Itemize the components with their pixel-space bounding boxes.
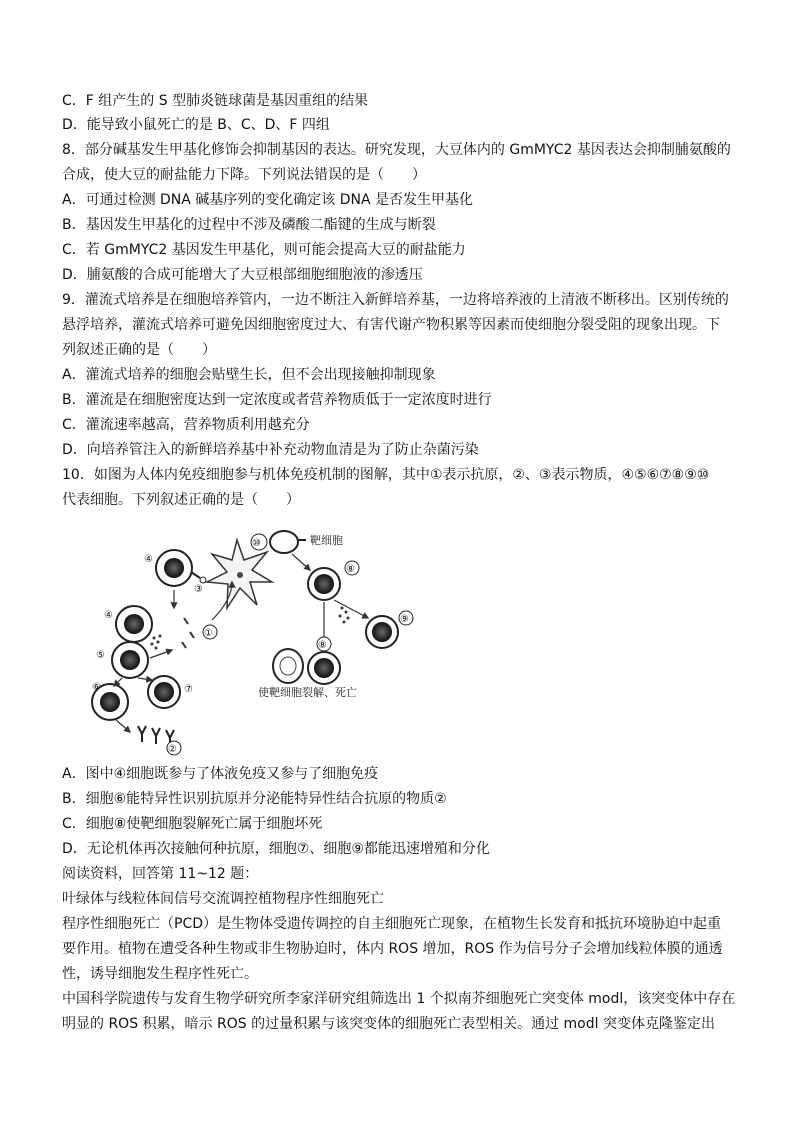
q7-option-c: C．F 组产生的 S 型肺炎链球菌是基因重组的结果: [62, 93, 369, 109]
cell-7: [148, 676, 180, 708]
marker-3: ③: [194, 584, 203, 595]
q10-option-b: B．细胞⑥能特异性识别抗原并分泌能特异性结合抗原的物质②: [62, 791, 447, 807]
cell-4-middle: [116, 606, 152, 642]
marker-9: ⑨: [400, 614, 409, 625]
q9-option-d: D．向培养管注入的新鲜培养基中补充动物血清是为了防止杂菌污染: [62, 442, 479, 458]
q9-option-b: B．灌流是在细胞密度达到一定浓度或者营养物质低于一定浓度时进行: [62, 392, 492, 408]
q10-option-a: A．图中④细胞既参与了体液免疫又参与了细胞免疫: [62, 766, 379, 782]
reading-p1-line1: 程序性细胞死亡（PCD）是生物体受遗传调控的自主细胞死亡现象，在植物生长发育和抵抗环境胁迫中起重: [62, 916, 721, 932]
target-cell-top: [270, 531, 306, 553]
cytokine-dots-left: [151, 635, 162, 650]
marker-1: ①: [204, 628, 213, 639]
cell-8-bottom: [308, 652, 340, 684]
immune-mechanism-diagram: [62, 520, 482, 760]
antigen-1: [182, 618, 194, 648]
cell-8-top: [308, 568, 340, 600]
marker-4-top: ④: [144, 554, 153, 565]
reading-p2-line1: 中国科学院遗传与发育生物学研究所李家洋研究组筛选出 1 个拟南芥细胞死亡突变体 modl，该突变体中存在: [62, 991, 736, 1007]
q9-option-a: A．灌流式培养的细胞会贴壁生长，但不会出现接触抑制现象: [62, 367, 436, 383]
cell-5: [112, 642, 148, 678]
marker-8-top: ⑧: [346, 564, 355, 575]
marker-10: ⑩: [252, 538, 261, 549]
reading-intro: 阅读资料，回答第 11~12 题：: [62, 866, 259, 882]
q8-option-b: B．基因发生甲基化的过程中不涉及磷酸二酯键的生成与断裂: [62, 217, 436, 233]
q7-option-d: D．能导致小鼠死亡的是 B、C、D、F 四组: [62, 117, 330, 133]
q8-option-c: C．若 GmMYC2 基因发生甲基化，则可能会提高大豆的耐盐能力: [62, 242, 466, 258]
marker-8-bottom: ⑧: [318, 640, 327, 651]
marker-4-middle: ④: [104, 610, 113, 621]
target-cell-bottom: [273, 649, 303, 683]
q8-option-d: D．脯氨酸的合成可能增大了大豆根部细胞细胞液的渗透压: [62, 267, 423, 283]
q10-stem-line1: 10．如图为人体内免疫细胞参与机体免疫机制的图解，其中①表示抗原，②、③表示物质，④⑤⑥⑦⑧⑨⑩: [62, 467, 710, 483]
q10-stem-line2: 代表细胞。下列叙述正确的是（ ）: [62, 492, 300, 508]
q8-stem-line2: 合成，使大豆的耐盐能力下降。下列说法错误的是（ ）: [62, 167, 426, 183]
q9-option-c: C．灌流速率越高，营养物质利用越充分: [62, 417, 310, 433]
q9-stem-line3: 列叙述正确的是（ ）: [62, 342, 216, 358]
q9-stem-line1: 9．灌流式培养是在细胞培养管内，一边不断注入新鲜培养基，一边将培养液的上清液不断移出。区别传统的: [62, 292, 729, 308]
cytokine-dots-right: [339, 607, 350, 624]
q9-stem-line2: 悬浮培养，灌流式培养可避免因细胞密度过大、有害代谢产物积累等因素而使细胞分裂受阻的现象出现。下: [62, 317, 720, 333]
reading-p1-line3: 性，诱导细胞发生程序性死亡。: [62, 966, 258, 982]
q8-option-a: A．可通过检测 DNA 碱基序列的变化确定该 DNA 是否发生甲基化: [62, 192, 474, 208]
dendritic-cell-10: [207, 540, 272, 608]
cell-9: [366, 616, 398, 648]
cell-4-top: [156, 550, 206, 586]
q10-option-d: D．无论机体再次接触何种抗原，细胞⑦、细胞⑨都能迅速增殖和分化: [62, 841, 490, 857]
marker-6: ⑥: [92, 682, 101, 693]
q8-stem-line1: 8．部分碱基发生甲基化修饰会抑制基因的表达。研究发现，大豆体内的 GmMYC2 基因表达会抑制脯氨酸的: [62, 142, 731, 158]
marker-5: ⑤: [96, 650, 105, 661]
reading-p2-line2: 明显的 ROS 积累，暗示 ROS 的过量积累与该突变体的细胞死亡表型相关。通过 modl 突变体克隆鉴定出: [62, 1016, 715, 1032]
marker-2: ②: [168, 744, 177, 755]
q10-option-c: C．细胞⑧使靶细胞裂解死亡属于细胞坏死: [62, 816, 323, 832]
marker-7: ⑦: [184, 684, 193, 695]
lysis-label: 使靶细胞裂解、死亡: [258, 686, 357, 699]
reading-title: 叶绿体与线粒体间信号交流调控植物程序性细胞死亡: [62, 891, 384, 907]
target-cell-label: 靶细胞: [310, 534, 343, 547]
reading-p1-line2: 要作用。植物在遭受各种生物或非生物胁迫时，体内 ROS 增加，ROS 作为信号分子会增加线粒体膜的通透: [62, 941, 723, 957]
